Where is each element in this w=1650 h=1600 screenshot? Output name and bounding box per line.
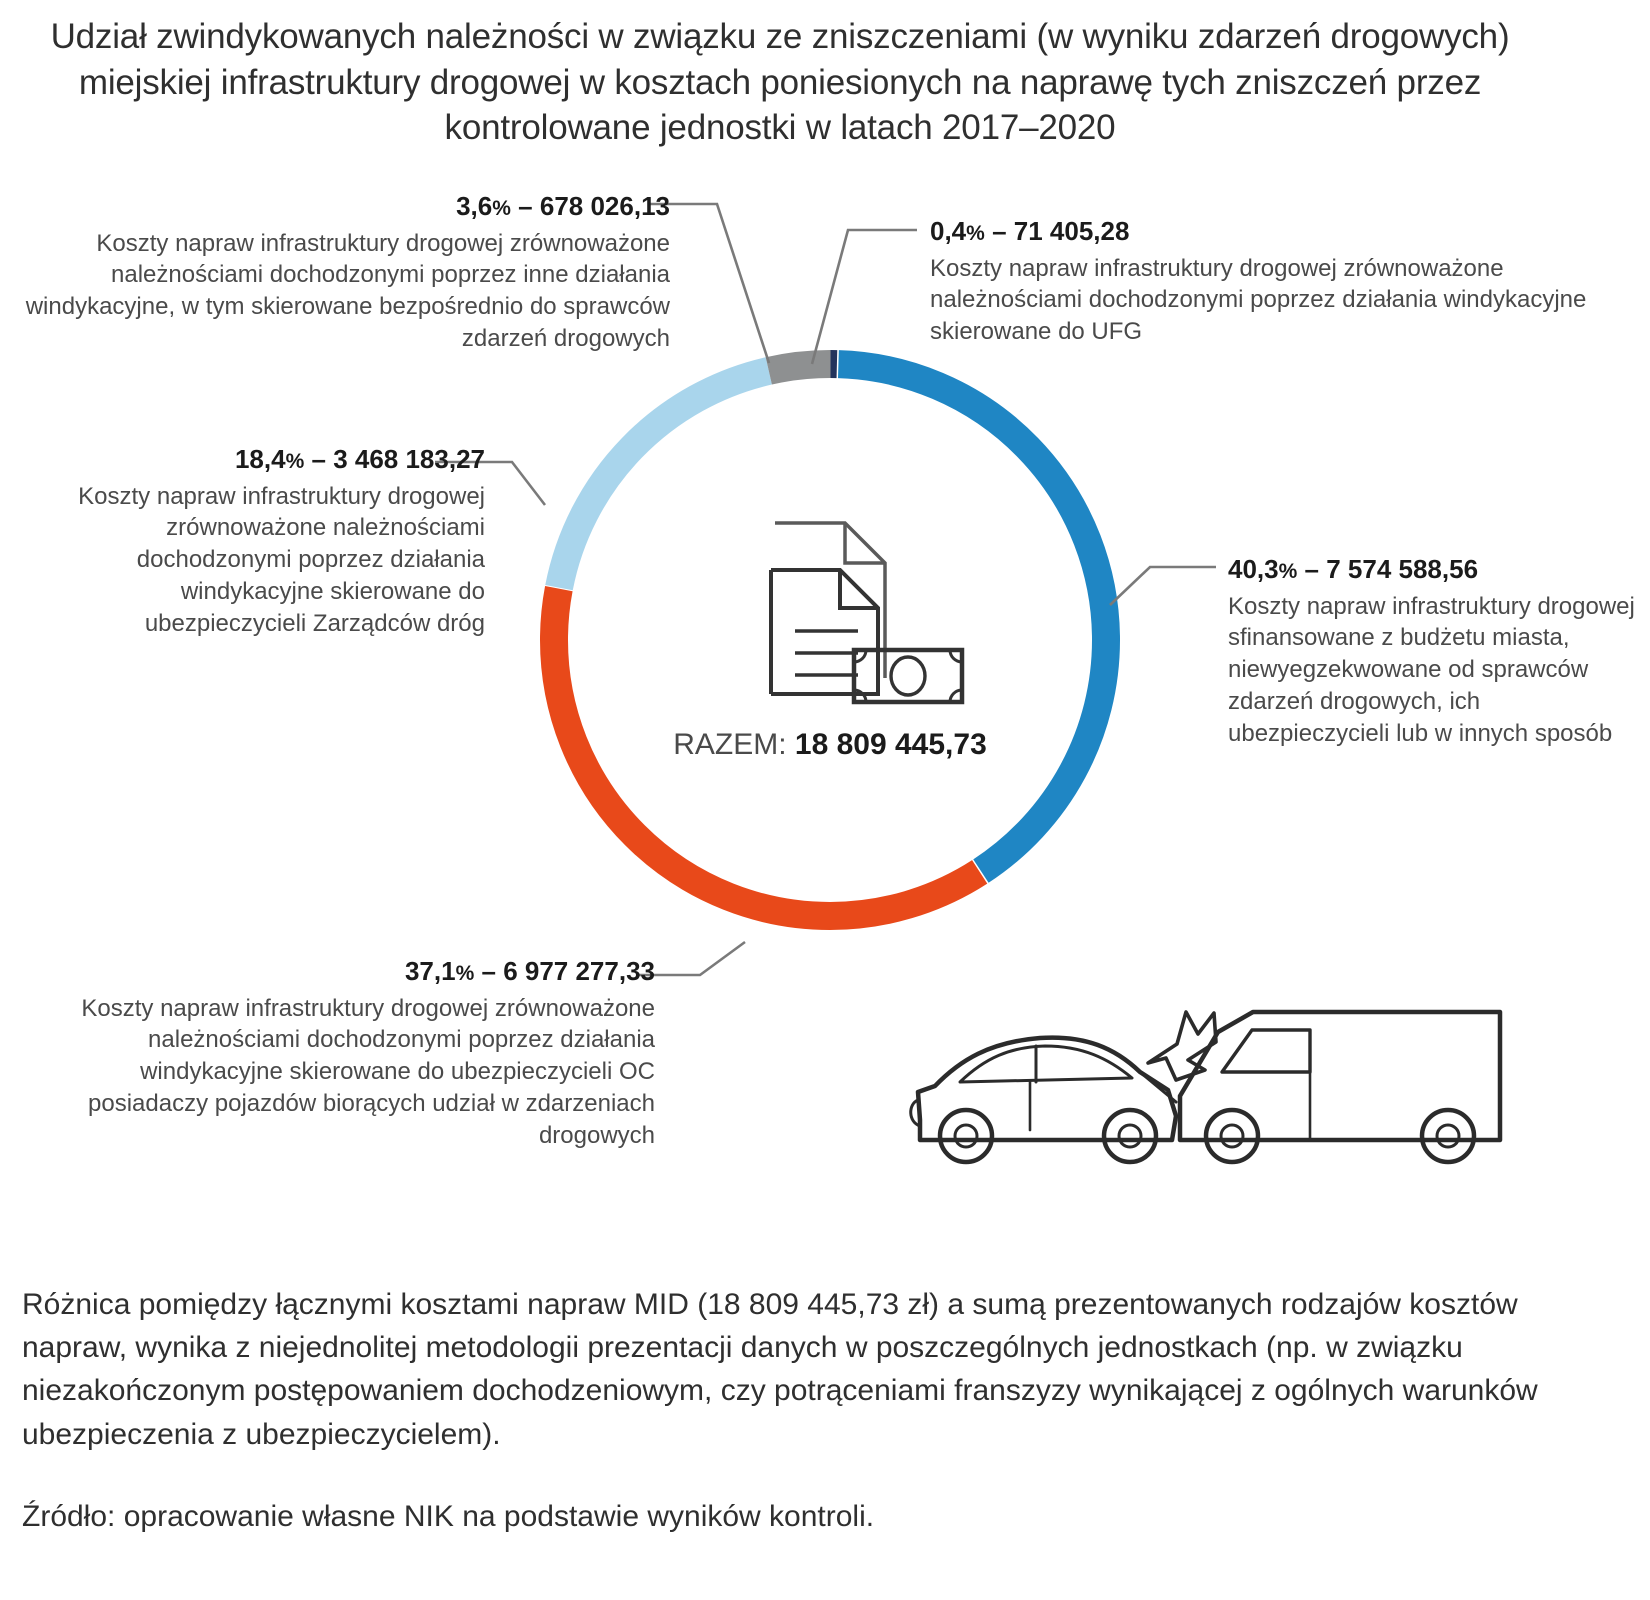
callout-orange-value: [60, 955, 655, 988]
callout-lightblue: [60, 443, 485, 640]
callout-navy-desc: Koszty napraw infrastruktury drogowej zrównoważone należnościami dochodzonymi poprzez działania windykacyjne skierowane do UFG: [930, 254, 1587, 346]
percent-sign-icon: %: [285, 450, 305, 473]
callout-orange-dash: –: [474, 956, 504, 986]
car-crash-icon: [911, 1012, 1500, 1162]
callout-navy-value: [930, 215, 1645, 248]
percent-sign-icon: %: [966, 222, 985, 245]
leader-line-blue: [1110, 567, 1216, 605]
callout-gray-dash: –: [510, 191, 540, 221]
percent-sign-icon: %: [455, 962, 475, 985]
callout-orange-amount: 6 977 277,33: [503, 956, 655, 986]
callout-blue-desc: Koszty napraw infrastruktury drogowej sfinansowane z budżetu miasta, niewyegzekwowane od sprawców zdarzeń drogowych, ich ubezpieczycieli lub w innych sposób: [1228, 592, 1635, 748]
callout-gray-value: [10, 190, 670, 223]
donut-center-total: [580, 728, 1080, 762]
callout-blue-amount: 7 574 588,56: [1326, 554, 1479, 584]
percent-sign-icon: %: [492, 197, 511, 220]
donut-center-amount: 18 809 445,73: [794, 728, 987, 761]
callout-lightblue-amount: 3 468 183,27: [333, 444, 485, 474]
callout-blue-dash: –: [1297, 554, 1327, 584]
callout-lightblue-value: [60, 443, 485, 476]
callout-blue-percent: 40,3: [1228, 554, 1279, 584]
footnote: Różnica pomiędzy łącznymi kosztami napraw MID (18 809 445,73 zł) a sumą prezentowanych rodzajów kosztów napraw, wynika z niejednolitej metodologii prezentacji danych w poszczególnych jednostkach (np. w związku niezakończonym postępowaniem dochodzeniowym, czy potrąceniami franszyzy wynikającej z ogólnych warunków ubezpieczenia z ubezpieczycielem).: [22, 1288, 1538, 1451]
callout-gray-desc: Koszty napraw infrastruktury drogowej zrównoważone należnościami dochodzonymi poprzez inne działania windykacyjne, w tym skierowane bezpośrednio do sprawców zdarzeń drogowych: [25, 229, 670, 353]
callout-gray: [10, 190, 670, 355]
callout-orange-percent: 37,1: [404, 956, 456, 986]
callout-orange: [60, 955, 655, 1152]
percent-sign-icon: %: [1278, 560, 1298, 583]
callout-gray-percent: 3,6: [456, 191, 493, 221]
callout-orange-desc: Koszty napraw infrastruktury drogowej zrównoważone należnościami dochodzonymi poprzez działania windykacyjne skierowane do ubezpieczycieli OC posiadaczy pojazdów biorących udział w zdarzeniach drogowych: [81, 994, 655, 1150]
callout-navy-percent: 0,4: [930, 216, 967, 246]
page-title: Udział zwindykowanych należności w związku ze zniszczeniami (w wyniku zdarzeń drogowych) miejskiej infrastruktury drogowej w kosztach poniesionych na naprawę tych zniszczeń przez kontrolowane jednostki w latach 2017–2020: [50, 17, 1510, 147]
callout-navy-amount: 71 405,28: [1013, 216, 1130, 246]
callout-gray-amount: 678 026,13: [539, 191, 670, 221]
donut-center-label: RAZEM:: [673, 728, 787, 761]
callout-blue: [1228, 553, 1648, 750]
callout-lightblue-desc: Koszty napraw infrastruktury drogowej zrównoważone należnościami dochodzonymi poprzez działania windykacyjne skierowane do ubezpieczycieli Zarządców dróg: [78, 482, 485, 638]
leader-line-navy: [812, 230, 917, 364]
donut-chart: [554, 364, 1106, 916]
source-line: Źródło: opracowanie własne NIK na podstawie wyników kontroli.: [22, 1500, 875, 1533]
callout-lightblue-percent: 18,4: [234, 444, 286, 474]
callout-navy-dash: –: [984, 216, 1014, 246]
callout-blue-value: [1228, 553, 1648, 586]
callout-navy: [930, 215, 1645, 348]
document-and-banknote-icon: [771, 523, 962, 702]
callout-lightblue-dash: –: [304, 444, 334, 474]
